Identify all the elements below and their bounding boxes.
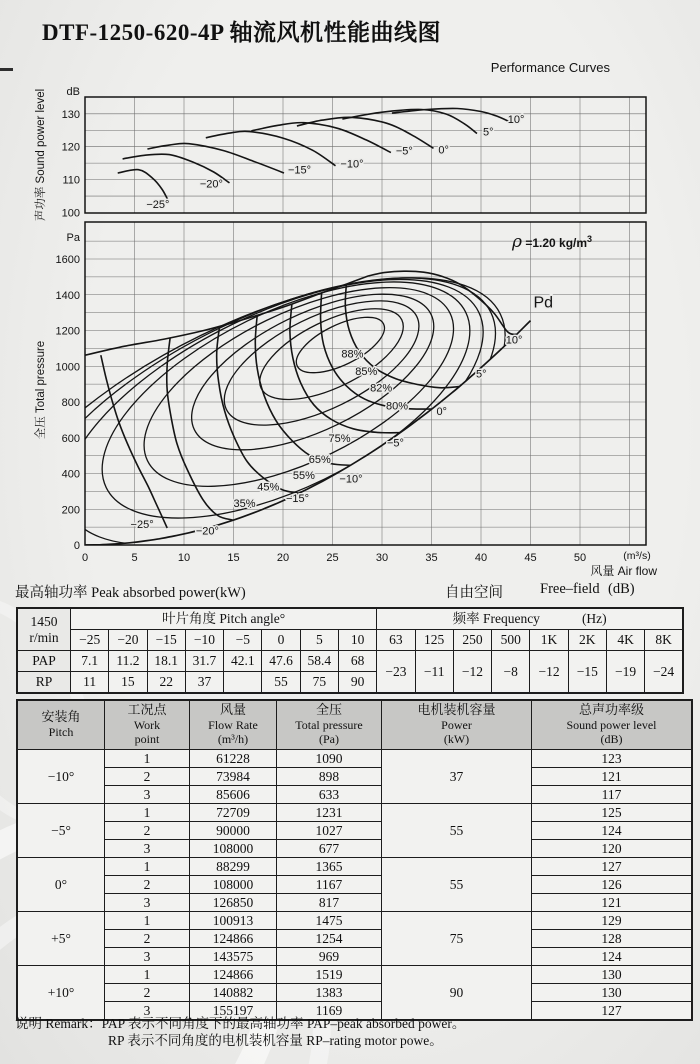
efficiency-contour-65%: [68, 233, 505, 566]
frequency-correction: −12: [453, 651, 491, 694]
data-row: [17, 804, 692, 822]
x-tick-label: 30: [375, 552, 389, 564]
curve-label: 5°: [476, 368, 487, 381]
pitch-angle-value: 0: [262, 630, 300, 651]
pitch-angle-value: 10: [338, 630, 376, 651]
plot-border: [85, 97, 646, 213]
total-pressure-cell: 1365: [277, 858, 382, 876]
frequency-correction: −19: [606, 651, 644, 694]
flow-rate-cell: 108000: [190, 840, 277, 858]
curve-label: −20°: [195, 525, 219, 538]
pap-value: 18.1: [147, 651, 185, 672]
pap-row-label: PAP: [17, 651, 71, 672]
x-tick-label: 10: [177, 552, 191, 564]
header-cn: 电机装机容量: [417, 701, 496, 717]
pap-rp-frequency-table: [16, 607, 684, 694]
work-point-cell: 2: [105, 876, 190, 894]
data-row: [17, 858, 692, 876]
subheader-row: [17, 630, 683, 651]
flow-rate-cell: 88299: [190, 858, 277, 876]
y-tick-label: 100: [61, 207, 80, 220]
header-cn: 工况点: [127, 701, 167, 717]
rp-value: 15: [109, 672, 147, 694]
pitch-angle-value: −10: [185, 630, 223, 651]
pitch-angle-value: −20: [109, 630, 147, 651]
work-point-cell: 1: [105, 912, 190, 930]
y-tick-label: 120: [61, 141, 80, 154]
header-cn: 安装角: [41, 709, 81, 725]
remark-block: [15, 1016, 465, 1050]
y-tick-label: 400: [61, 468, 80, 481]
free-field-caption-cn: 自由空间: [445, 585, 503, 601]
pitch-angle-value: −5: [224, 630, 262, 651]
efficiency-contour-88%: [288, 306, 392, 384]
efficiency-label: 85%: [355, 366, 378, 379]
sound-power-chart: [33, 86, 646, 221]
remark-line-1: [15, 1016, 465, 1033]
frequency-band: 4K: [606, 630, 644, 651]
data-row: [17, 786, 692, 804]
header-en: Total pressure (Pa): [295, 717, 363, 747]
sound-power-cell: 124: [532, 822, 693, 840]
flow-rate-cell: 100913: [190, 912, 277, 930]
x-tick-label: 35: [425, 552, 438, 564]
curve-0°: [297, 117, 434, 148]
y-tick-label: 1400: [55, 289, 80, 302]
curve-label: 10°: [505, 334, 523, 347]
work-point-cell: 1: [105, 750, 190, 768]
data-row: [17, 822, 692, 840]
sound-power-cell: 128: [532, 930, 693, 948]
efficiency-label: 65%: [308, 453, 331, 466]
pap-row: [17, 651, 683, 672]
y-tick-label: 110: [62, 174, 80, 187]
work-point-cell: 1: [105, 858, 190, 876]
sound-power-cell: 121: [532, 894, 693, 912]
pitch-angle-header: 叶片角度 Pitch angle°: [71, 608, 377, 630]
curve-−5°: [290, 304, 400, 433]
pitch-cell: 0°: [17, 858, 105, 912]
rp-value: 90: [338, 672, 376, 694]
work-point-cell: 2: [105, 930, 190, 948]
curve-−15°: [217, 326, 299, 493]
frequency-band: 500: [492, 630, 530, 651]
frequency-band: 1K: [530, 630, 568, 651]
data-row: [17, 912, 692, 930]
rp-value: 11: [71, 672, 109, 694]
free-field-caption-en: Free–field: [540, 581, 600, 597]
y-tick-label: 800: [61, 397, 80, 409]
y-axis-unit: Pa: [66, 232, 80, 244]
work-point-cell: 3: [105, 948, 190, 966]
work-point-cell: 3: [105, 1002, 190, 1021]
flow-rate-cell: 72709: [190, 804, 277, 822]
remark-text-1: PAP 表示不同角度下的最高轴功率 PAP–peak absorbed power。: [101, 1016, 466, 1031]
sound-power-cell: 126: [532, 876, 693, 894]
total-pressure-cell: 898: [277, 768, 382, 786]
curve-label: −5°: [386, 437, 404, 450]
efficiency-contour-45%: [0, 218, 537, 630]
y-tick-label: 0: [73, 540, 80, 552]
rp-value: 75: [300, 672, 338, 694]
total-pressure-cell: 969: [277, 948, 382, 966]
curve-label: −20°: [199, 178, 223, 191]
sound-power-cell: 125: [532, 804, 693, 822]
pap-value: 7.1: [71, 651, 109, 672]
curve-label: −15°: [287, 164, 312, 177]
data-row: [17, 876, 692, 894]
speed-cell: [17, 608, 71, 651]
efficiency-contour-82%: [206, 275, 437, 450]
flow-rate-cell: 155197: [190, 1002, 277, 1021]
data-row: [17, 750, 692, 768]
curve-label: −15°: [285, 493, 310, 506]
efficiency-label: 45%: [257, 481, 280, 494]
header-row: [17, 608, 683, 630]
x-tick-label: 50: [573, 552, 587, 564]
pap-value: 42.1: [224, 651, 262, 672]
total-pressure-cell: 677: [277, 840, 382, 858]
flow-rate-cell: 61228: [190, 750, 277, 768]
total-pressure-cell: 1383: [277, 984, 382, 1002]
frequency-correction: −8: [492, 651, 530, 694]
data-row: [17, 948, 692, 966]
pitch-cell: +5°: [17, 912, 105, 966]
frequency-correction: −24: [645, 651, 683, 694]
total-pressure-cell: 1090: [277, 750, 382, 768]
remark-line-2: RP 表示不同角度的电机装机容量 RP–rating motor powe。: [108, 1032, 443, 1048]
rp-value: 22: [147, 672, 185, 694]
pap-value: 11.2: [109, 651, 147, 672]
pitch-cell: −5°: [17, 804, 105, 858]
curve-0°: [321, 293, 432, 409]
curve-−10°: [206, 131, 336, 165]
peak-power-caption: 最高轴功率 Peak absorbed power(kW): [15, 585, 246, 601]
rp-value: 37: [185, 672, 223, 694]
curve-label: 5°: [482, 126, 494, 139]
frequency-band: 63: [377, 630, 415, 651]
frequency-correction: −12: [530, 651, 568, 694]
curve-label: −10°: [339, 473, 363, 486]
efficiency-contour-55%: [27, 225, 521, 599]
pd-curve: [85, 321, 531, 545]
pap-value: 68: [338, 651, 376, 672]
total-pressure-cell: 1254: [277, 930, 382, 948]
y-axis-title: 全压 Total pressure: [35, 340, 47, 440]
frequency-unit: (Hz): [581, 611, 607, 627]
header-row: [17, 700, 692, 750]
flow-rate-cell: 140882: [190, 984, 277, 1002]
header-en: Work point: [133, 717, 161, 747]
curve-−10°: [255, 314, 350, 465]
work-point-cell: 2: [105, 984, 190, 1002]
efficiency-label: 80%: [385, 400, 408, 413]
power-cell: 37: [382, 750, 532, 804]
x-tick-label: 15: [227, 552, 240, 564]
total-pressure-cell: 1169: [277, 1002, 382, 1021]
curve-10°: [368, 271, 516, 334]
curve-−25°: [118, 170, 170, 203]
header-en: Pitch: [48, 725, 74, 739]
page-title: DTF-1250-620-4P 轴流风机性能曲线图: [42, 20, 442, 45]
efficiency-label: 75%: [328, 433, 351, 446]
pitch-cell: −10°: [17, 750, 105, 804]
pitch-angle-value: 5: [300, 630, 338, 651]
total-pressure-cell: 1027: [277, 822, 382, 840]
column-header: [382, 700, 532, 750]
header-cn: 风量: [219, 701, 246, 717]
header-en: Sound power level (dB): [566, 717, 657, 747]
efficiency-label: 82%: [370, 382, 393, 395]
pap-value: 31.7: [185, 651, 223, 672]
curve-−20°: [167, 338, 233, 520]
efficiency-contour-85%: [247, 290, 417, 418]
total-pressure-cell: 1231: [277, 804, 382, 822]
frequency-header-text: 频率 Frequency: [452, 611, 540, 627]
x-tick-label: 45: [524, 552, 537, 564]
x-axis-title: 风量 Air flow: [590, 564, 657, 578]
pap-value: 47.6: [262, 651, 300, 672]
rp-value: [224, 672, 262, 694]
curve-label: 0°: [436, 405, 447, 418]
pitch-angle-value: −25: [71, 630, 109, 651]
curve-10°: [392, 108, 509, 121]
curve-label: −25°: [146, 199, 170, 212]
efficiency-contour-80%: [169, 262, 457, 482]
pap-value: 58.4: [300, 651, 338, 672]
header-en: Flow Rate (m³/h): [208, 717, 258, 747]
remark-label: 说明 Remark：: [15, 1016, 102, 1031]
header-cn: 总声功率级: [578, 701, 644, 717]
plot-border: [85, 222, 646, 545]
data-row: [17, 840, 692, 858]
x-tick-label: 5: [131, 552, 138, 564]
x-tick-label: 20: [276, 552, 290, 564]
work-point-cell: 2: [105, 768, 190, 786]
sound-power-cell: 130: [532, 984, 693, 1002]
power-cell: 55: [382, 858, 532, 912]
curve-label: −10°: [340, 158, 364, 171]
efficiency-contour-75%: [115, 247, 482, 528]
data-row: [17, 894, 692, 912]
sound-power-cell: 124: [532, 948, 693, 966]
speed-value: 1450: [30, 613, 58, 629]
stall-envelope: [85, 276, 368, 355]
sound-power-cell: 129: [532, 912, 693, 930]
frequency-correction: −23: [377, 651, 415, 694]
x-tick-label: 0: [81, 552, 89, 564]
header-en: Power (kW): [441, 717, 472, 747]
flow-rate-cell: 143575: [190, 948, 277, 966]
efficiency-label: 88%: [341, 348, 364, 361]
efficiency-label: 55%: [292, 469, 315, 482]
speed-unit: r/min: [29, 629, 59, 645]
sound-power-cell: 121: [532, 768, 693, 786]
work-point-cell: 1: [105, 804, 190, 822]
sound-power-cell: 127: [532, 858, 693, 876]
rp-row-label: RP: [17, 672, 71, 694]
frequency-correction: −11: [415, 651, 453, 694]
frequency-band: 250: [453, 630, 491, 651]
flow-rate-cell: 90000: [190, 822, 277, 840]
pd-label: Pd: [533, 294, 554, 312]
sound-power-cell: 127: [532, 1002, 693, 1021]
rp-value: 55: [262, 672, 300, 694]
work-point-cell: 3: [105, 840, 190, 858]
y-tick-label: 1000: [55, 361, 80, 374]
curve-−20°: [123, 154, 230, 183]
sound-power-cell: 117: [532, 786, 693, 804]
column-header: [277, 700, 382, 750]
power-cell: 90: [382, 966, 532, 1021]
y-tick-label: 1200: [55, 325, 80, 338]
total-pressure-cell: 1475: [277, 912, 382, 930]
power-cell: 55: [382, 804, 532, 858]
page-subtitle: Performance Curves: [490, 60, 610, 75]
y-tick-label: 1600: [55, 254, 80, 266]
flow-rate-cell: 73984: [190, 768, 277, 786]
curve-label: 0°: [438, 144, 449, 157]
column-header: [190, 700, 277, 750]
flow-rate-cell: 124866: [190, 966, 277, 984]
work-point-cell: 1: [105, 966, 190, 984]
sound-power-cell: 130: [532, 966, 693, 984]
work-point-cell: 2: [105, 822, 190, 840]
registration-mark: [0, 68, 13, 71]
curve-−15°: [147, 143, 284, 173]
column-header: [532, 700, 693, 750]
operating-points-table: [16, 699, 693, 1021]
curve-label: −25°: [130, 519, 154, 532]
sound-power-cell: 120: [532, 840, 693, 858]
y-tick-label: 130: [61, 108, 80, 121]
flow-rate-cell: 124866: [190, 930, 277, 948]
total-pressure-cell: 1519: [277, 966, 382, 984]
curve-5°: [345, 284, 459, 388]
frequency-band: 125: [415, 630, 453, 651]
flow-rate-cell: 126850: [190, 894, 277, 912]
y-axis-unit: dB: [66, 86, 80, 98]
data-row: [17, 930, 692, 948]
frequency-band: 8K: [645, 630, 683, 651]
frequency-correction: −15: [568, 651, 606, 694]
power-cell: 75: [382, 912, 532, 966]
y-axis-title: 声功率 Sound power level: [35, 88, 47, 222]
data-row: [17, 768, 692, 786]
header-cn: 全压: [315, 701, 342, 717]
pitch-cell: +10°: [17, 966, 105, 1021]
frequency-header: [377, 608, 683, 630]
frequency-band: 2K: [568, 630, 606, 651]
curve-label: 10°: [507, 114, 525, 127]
work-point-cell: 3: [105, 894, 190, 912]
total-pressure-cell: 1167: [277, 876, 382, 894]
free-field-caption-unit: (dB): [608, 581, 635, 597]
total-pressure-cell: 633: [277, 786, 382, 804]
total-pressure-cell: 817: [277, 894, 382, 912]
x-tick-label: 40: [474, 552, 488, 564]
curve-−25°: [101, 355, 167, 528]
column-header: [105, 700, 190, 750]
work-point-cell: 3: [105, 786, 190, 804]
x-tick-label: 25: [326, 552, 339, 564]
curve-−5°: [251, 123, 391, 153]
flow-rate-cell: 108000: [190, 876, 277, 894]
y-tick-label: 200: [61, 504, 80, 517]
x-axis-unit: (m³/s): [623, 550, 651, 562]
efficiency-label: 35%: [233, 497, 256, 510]
density-note: ρ =1.20 $kg/m^3$: [512, 232, 593, 252]
curve-5°: [342, 109, 477, 133]
curve-label: −5°: [395, 145, 413, 158]
pitch-angle-value: −15: [147, 630, 185, 651]
column-header: [17, 700, 105, 750]
y-tick-label: 600: [61, 432, 80, 445]
data-row: [17, 984, 692, 1002]
flow-rate-cell: 85606: [190, 786, 277, 804]
data-row: [17, 966, 692, 984]
sound-power-cell: 123: [532, 750, 693, 768]
